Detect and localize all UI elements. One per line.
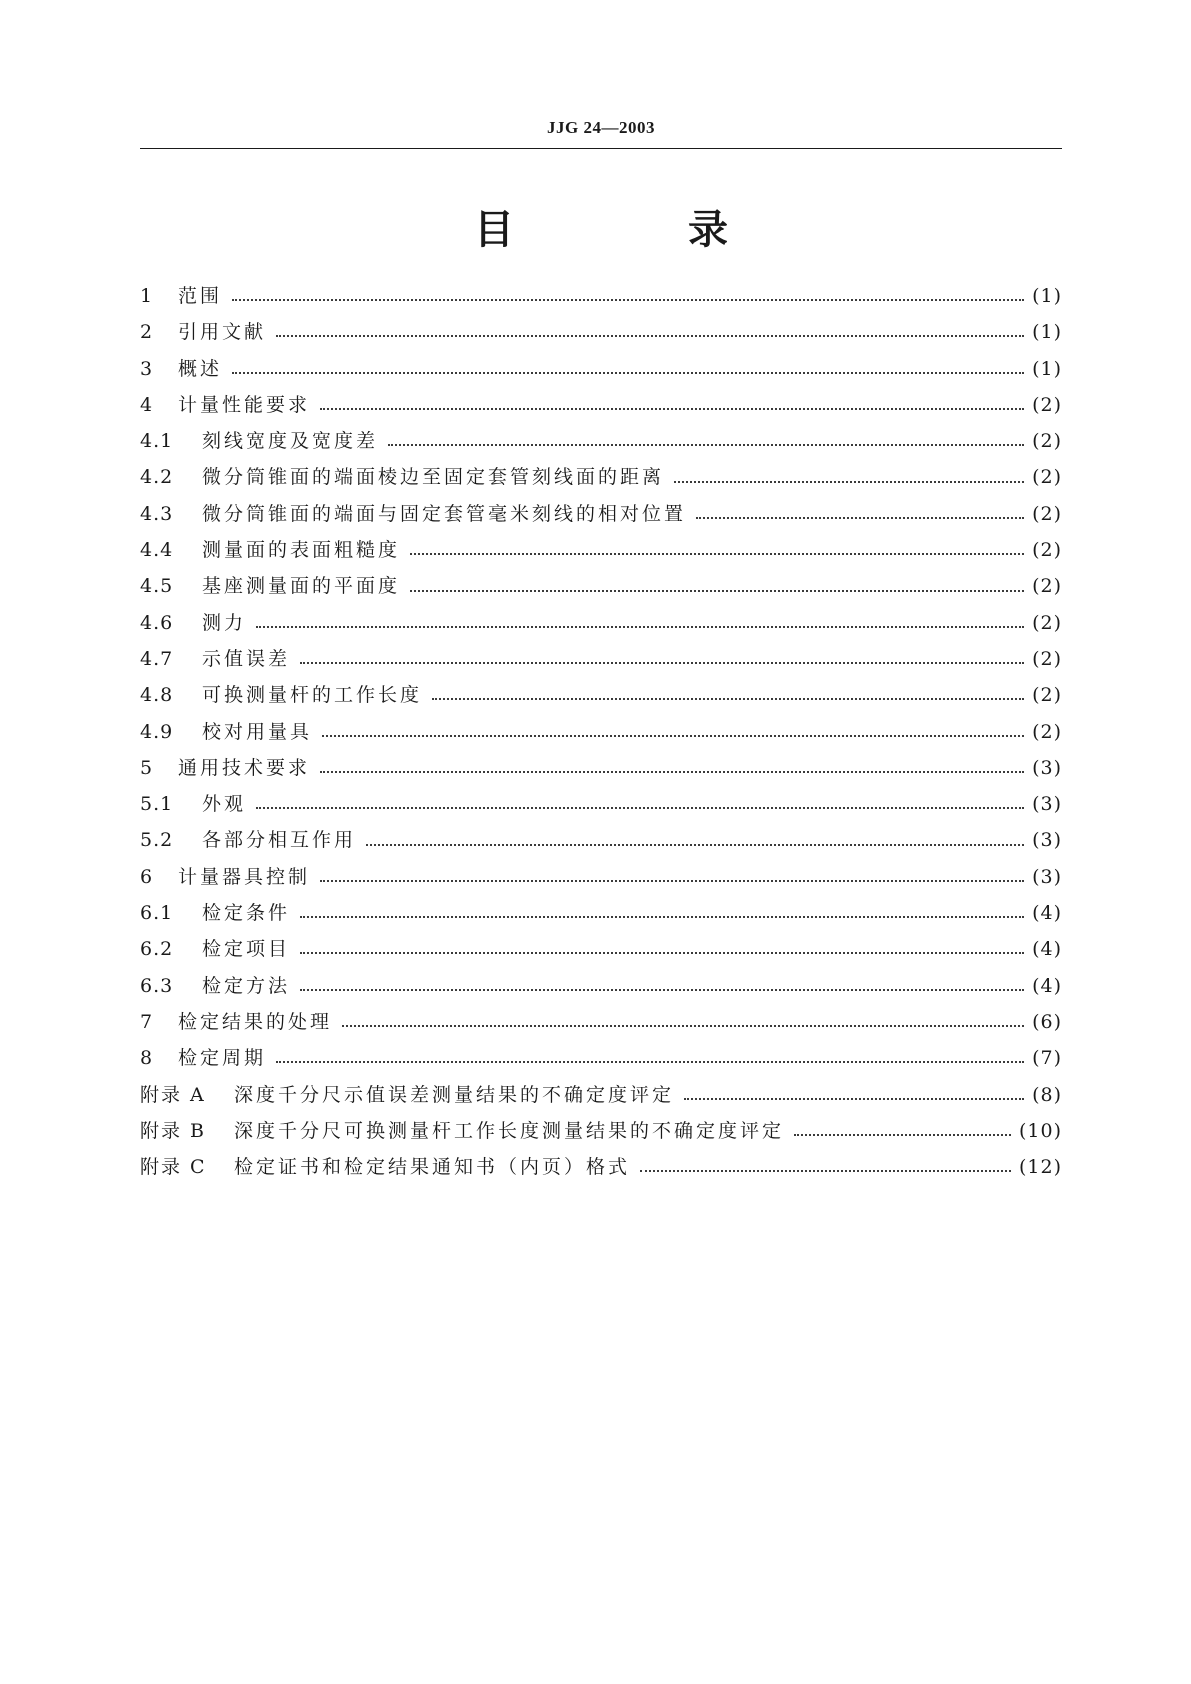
toc-entry[interactable] — [140, 750, 1062, 786]
toc-dot-leader — [232, 372, 1024, 374]
toc-entry-label: 刻线宽度及宽度差 — [202, 430, 379, 453]
toc-entry-page: (2) — [1032, 720, 1062, 743]
toc-entry-label: 通用技术要求 — [178, 756, 311, 779]
toc-entry-page: (3) — [1032, 756, 1062, 779]
toc-entry[interactable] — [140, 895, 1062, 931]
toc-entry[interactable] — [140, 496, 1062, 532]
toc-entry-page: (6) — [1032, 1010, 1062, 1033]
toc-entry-number: 4.4 — [140, 539, 174, 562]
toc-dot-leader — [256, 807, 1024, 809]
toc-entry-number: 6.3 — [140, 974, 174, 997]
toc-entry-page: (2) — [1032, 647, 1062, 670]
table-of-contents — [140, 278, 1062, 1185]
toc-entry-page: (4) — [1032, 938, 1062, 961]
toc-entry-label: 可换测量杆的工作长度 — [202, 684, 423, 707]
toc-entry-number: 4.8 — [140, 684, 174, 707]
toc-entry-label: 检定方法 — [202, 974, 291, 997]
toc-entry-page: (1) — [1032, 357, 1062, 380]
toc-entry[interactable] — [140, 605, 1062, 641]
toc-entry[interactable] — [140, 459, 1062, 495]
toc-entry-page: (2) — [1032, 684, 1062, 707]
toc-entry[interactable] — [140, 786, 1062, 822]
toc-entry-number: 6.2 — [140, 938, 174, 961]
toc-entry-label: 检定条件 — [202, 902, 291, 925]
toc-dot-leader — [674, 481, 1024, 483]
toc-entry-label: 基座测量面的平面度 — [202, 575, 401, 598]
toc-entry[interactable] — [140, 278, 1062, 314]
toc-entry-page: (3) — [1032, 793, 1062, 816]
toc-entry-number: 4.1 — [140, 430, 174, 453]
toc-dot-leader — [320, 880, 1024, 882]
toc-entry-number: 2 — [140, 321, 154, 344]
header-rule — [140, 148, 1062, 149]
toc-entry[interactable] — [140, 859, 1062, 895]
toc-entry-number: 4.3 — [140, 502, 174, 525]
toc-entry-number: 3 — [140, 357, 154, 380]
toc-entry-label: 各部分相互作用 — [202, 829, 357, 852]
toc-dot-leader — [366, 844, 1024, 846]
toc-dot-leader — [684, 1098, 1024, 1100]
toc-entry-label: 概述 — [178, 357, 223, 380]
toc-dot-leader — [256, 626, 1024, 628]
toc-dot-leader — [410, 553, 1024, 555]
toc-dot-leader — [320, 408, 1024, 410]
toc-entry-label: 示值误差 — [202, 647, 291, 670]
toc-entry-page: (7) — [1032, 1047, 1062, 1070]
toc-entry-number: 5 — [140, 756, 154, 779]
toc-entry-number: 6.1 — [140, 902, 174, 925]
toc-dot-leader — [410, 590, 1024, 592]
toc-dot-leader — [640, 1170, 1011, 1172]
toc-entry-page: (2) — [1032, 430, 1062, 453]
toc-entry[interactable] — [140, 423, 1062, 459]
toc-entry[interactable] — [140, 1149, 1062, 1185]
toc-entry[interactable] — [140, 1004, 1062, 1040]
toc-title: 目 录 — [474, 207, 808, 253]
toc-dot-leader — [342, 1025, 1024, 1027]
toc-entry-label: 计量性能要求 — [178, 393, 311, 416]
toc-dot-leader — [300, 989, 1024, 991]
toc-entry-label: 检定项目 — [202, 938, 291, 961]
toc-entry-page: (1) — [1032, 321, 1062, 344]
toc-entry-number: 5.1 — [140, 793, 174, 816]
toc-entry-number: 附录 B — [140, 1119, 207, 1142]
toc-entry-label: 微分筒锥面的端面与固定套管毫米刻线的相对位置 — [202, 502, 687, 525]
toc-entry-number: 1 — [140, 285, 154, 307]
toc-entry-number: 4.9 — [140, 720, 174, 743]
toc-entry-number: 6 — [140, 865, 154, 888]
toc-entry-number: 4.6 — [140, 611, 174, 634]
toc-entry-page: (3) — [1032, 865, 1062, 888]
toc-entry-page: (8) — [1032, 1083, 1062, 1106]
toc-entry-page: (10) — [1018, 1119, 1062, 1142]
toc-entry[interactable] — [140, 714, 1062, 750]
toc-entry[interactable] — [140, 1077, 1062, 1113]
toc-entry-label: 引用文献 — [178, 321, 267, 344]
toc-dot-leader — [794, 1134, 1011, 1136]
toc-entry[interactable] — [140, 1113, 1062, 1149]
toc-dot-leader — [300, 952, 1024, 954]
toc-entry-label: 范围 — [178, 285, 223, 307]
toc-dot-leader — [696, 517, 1024, 519]
toc-dot-leader — [432, 698, 1024, 700]
toc-entry-page: (1) — [1032, 285, 1062, 307]
toc-entry[interactable] — [140, 351, 1062, 387]
toc-dot-leader — [232, 299, 1024, 301]
toc-entry-label: 校对用量具 — [202, 720, 313, 743]
toc-entry-label: 计量器具控制 — [178, 865, 311, 888]
toc-entry[interactable] — [140, 532, 1062, 568]
toc-entry-page: (4) — [1032, 902, 1062, 925]
toc-entry-page: (12) — [1018, 1156, 1062, 1179]
toc-dot-leader — [276, 335, 1024, 337]
toc-dot-leader — [388, 444, 1024, 446]
toc-entry[interactable] — [140, 641, 1062, 677]
toc-entry-page: (2) — [1032, 575, 1062, 598]
toc-entry-number: 7 — [140, 1010, 154, 1033]
toc-entry-number: 4.5 — [140, 575, 174, 598]
toc-dot-leader — [322, 735, 1024, 737]
toc-entry[interactable] — [140, 677, 1062, 713]
toc-dot-leader — [300, 916, 1024, 918]
toc-entry-page: (3) — [1032, 829, 1062, 852]
toc-entry[interactable] — [140, 568, 1062, 604]
toc-entry[interactable] — [140, 968, 1062, 1004]
toc-entry[interactable] — [140, 314, 1062, 350]
toc-entry-page: (2) — [1032, 502, 1062, 525]
toc-entry[interactable] — [140, 931, 1062, 967]
document-code: JJG 24—2003 — [547, 118, 655, 137]
toc-entry-page: (2) — [1032, 466, 1062, 489]
toc-entry-number: 8 — [140, 1047, 154, 1070]
toc-entry-label: 检定证书和检定结果通知书（内页）格式 — [234, 1156, 631, 1179]
toc-entry-number: 5.2 — [140, 829, 174, 852]
toc-entry-page: (2) — [1032, 539, 1062, 562]
toc-entry-page: (2) — [1032, 393, 1062, 416]
toc-dot-leader — [276, 1061, 1024, 1063]
toc-entry-label: 检定周期 — [178, 1047, 267, 1070]
toc-entry-label: 深度千分尺可换测量杆工作长度测量结果的不确定度评定 — [234, 1119, 785, 1142]
toc-entry-page: (4) — [1032, 974, 1062, 997]
toc-entry-number: 4.7 — [140, 647, 174, 670]
toc-entry[interactable] — [140, 387, 1062, 423]
toc-entry-number: 附录 C — [140, 1156, 207, 1179]
toc-entry-number: 4 — [140, 393, 154, 416]
toc-entry[interactable] — [140, 822, 1062, 858]
toc-entry-number: 4.2 — [140, 466, 174, 489]
toc-entry-label: 深度千分尺示值误差测量结果的不确定度评定 — [234, 1083, 675, 1106]
toc-entry-label: 测力 — [202, 611, 247, 634]
toc-dot-leader — [300, 662, 1024, 664]
toc-entry-page: (2) — [1032, 611, 1062, 634]
toc-entry-label: 微分筒锥面的端面棱边至固定套管刻线面的距离 — [202, 466, 665, 489]
toc-entry-label: 检定结果的处理 — [178, 1010, 333, 1033]
toc-entry-number: 附录 A — [140, 1083, 206, 1106]
toc-dot-leader — [320, 771, 1024, 773]
toc-entry[interactable] — [140, 1040, 1062, 1076]
toc-entry-label: 测量面的表面粗糙度 — [202, 539, 401, 562]
toc-entry-label: 外观 — [202, 793, 247, 816]
